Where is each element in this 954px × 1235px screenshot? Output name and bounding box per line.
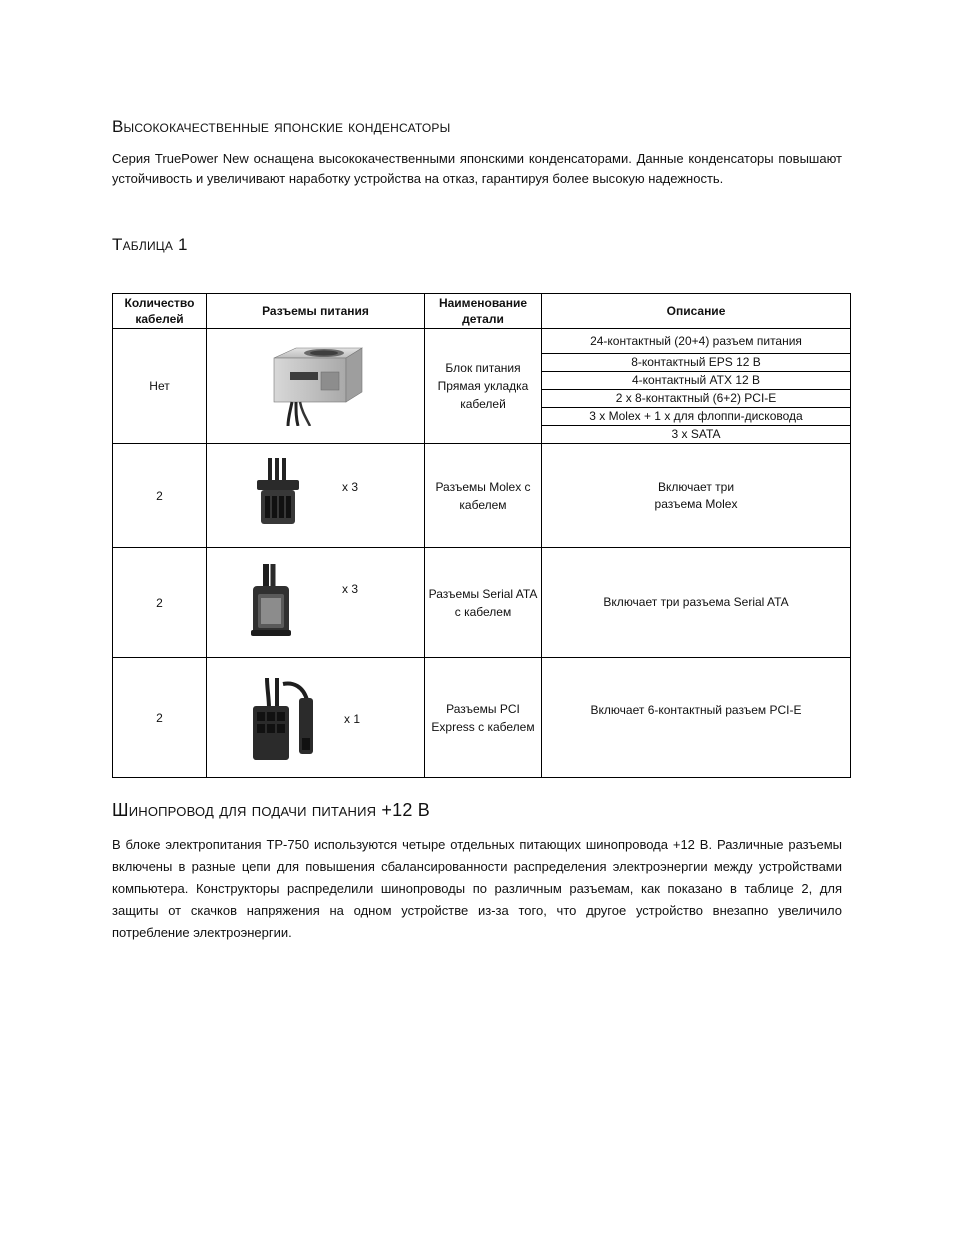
description-list — [542, 329, 850, 443]
description-line: Включает три разъема Serial ATA — [603, 595, 789, 609]
part-name-line: Express с кабелем — [431, 719, 535, 734]
power-supply-image — [266, 346, 366, 426]
description-item: 3 x Molex + 1 x для флоппи-дисковода — [542, 408, 850, 426]
part-name-line: Прямая укладка — [437, 379, 529, 393]
part-name-line: с кабелем — [454, 604, 512, 619]
section-heading-12v-rails: Шинопровод для подачи питания +12 В — [112, 800, 430, 820]
description-cell — [542, 658, 851, 778]
description-cell — [542, 548, 851, 658]
part-name-cell — [425, 658, 542, 778]
pcie-connector-image — [247, 678, 327, 768]
description-line: Включает три — [657, 479, 735, 494]
description-item: 4-контактный ATX 12 В — [542, 372, 850, 390]
section-heading-capacitors: Высококачественные японские конденсаторы — [112, 117, 451, 136]
description-item: 3 x SATA — [671, 427, 721, 441]
header-power-connectors: Разъемы питания — [207, 294, 425, 329]
table-row — [113, 329, 851, 444]
cable-count-cell: 2 — [113, 444, 207, 548]
cable-count-cell: 2 — [113, 658, 207, 778]
connector-image-cell — [207, 658, 425, 778]
part-name-line: кабелем — [459, 497, 507, 512]
description-cell — [542, 329, 851, 444]
header-part-name: Наименование детали — [425, 294, 542, 329]
quantity-multiplier: x 3 — [342, 480, 359, 494]
molex-connector-image — [253, 458, 303, 530]
quantity-multiplier: x 3 — [342, 582, 359, 596]
table-caption: Таблица 1 — [112, 235, 188, 254]
sata-connector-image — [245, 564, 295, 644]
part-name-cell — [425, 444, 542, 548]
part-name-cell — [425, 329, 542, 444]
part-name-line: Разъемы Serial ATA — [428, 586, 538, 601]
quantity-multiplier: x 1 — [344, 712, 361, 726]
part-name-line: Блок питания — [445, 361, 521, 375]
section-paragraph-capacitors: Серия TruePower New оснащена высококачественными японскими конденсаторами. Данные конденсаторы повышают устойчивость и увеличивают наработку устройства на отказ, гарантируя более высокую надежность. — [112, 151, 842, 186]
table-row — [113, 658, 851, 778]
header-cable-count: Количество кабелей — [113, 294, 207, 329]
cable-count-cell: Нет — [113, 329, 207, 444]
table-row — [113, 444, 851, 548]
description-line: разъема Molex — [654, 496, 738, 511]
connectors-table — [112, 293, 851, 778]
header-description: Описание — [542, 294, 851, 329]
connector-image-cell — [207, 548, 425, 658]
part-name-line: Разъемы Molex с — [435, 479, 531, 494]
table-row — [113, 548, 851, 658]
section-paragraph-12v-rails: В блоке электропитания TP-750 используются четыре отдельных питающих шинопровода +12 В. Различные разъемы включены в разные цепи для повышения сбалансированности распределения электроэнергии между устройствами компьютера. Конструкторы распределили шинопроводы по различным разъемам, как показано в таблице 2, для защиты от скачков напряжения на одном устройстве из-за того, что другое устройство внезапно увеличило потребление электроэнергии. — [112, 837, 842, 940]
part-name-line: Разъемы PCI — [446, 701, 520, 716]
cable-count-cell: 2 — [113, 548, 207, 658]
description-item: 24-контактный (20+4) разъем питания — [542, 329, 850, 354]
connector-image-cell — [207, 329, 425, 444]
part-name-line: кабелей — [460, 397, 506, 411]
description-line: Включает 6-контактный разъем PCI-E — [590, 703, 802, 717]
description-cell — [542, 444, 851, 548]
connector-image-cell — [207, 444, 425, 548]
description-item: 8-контактный EPS 12 В — [542, 354, 850, 372]
table-header-row — [113, 294, 851, 329]
description-item: 2 x 8-контактный (6+2) PCI-E — [542, 390, 850, 408]
part-name-cell — [425, 548, 542, 658]
